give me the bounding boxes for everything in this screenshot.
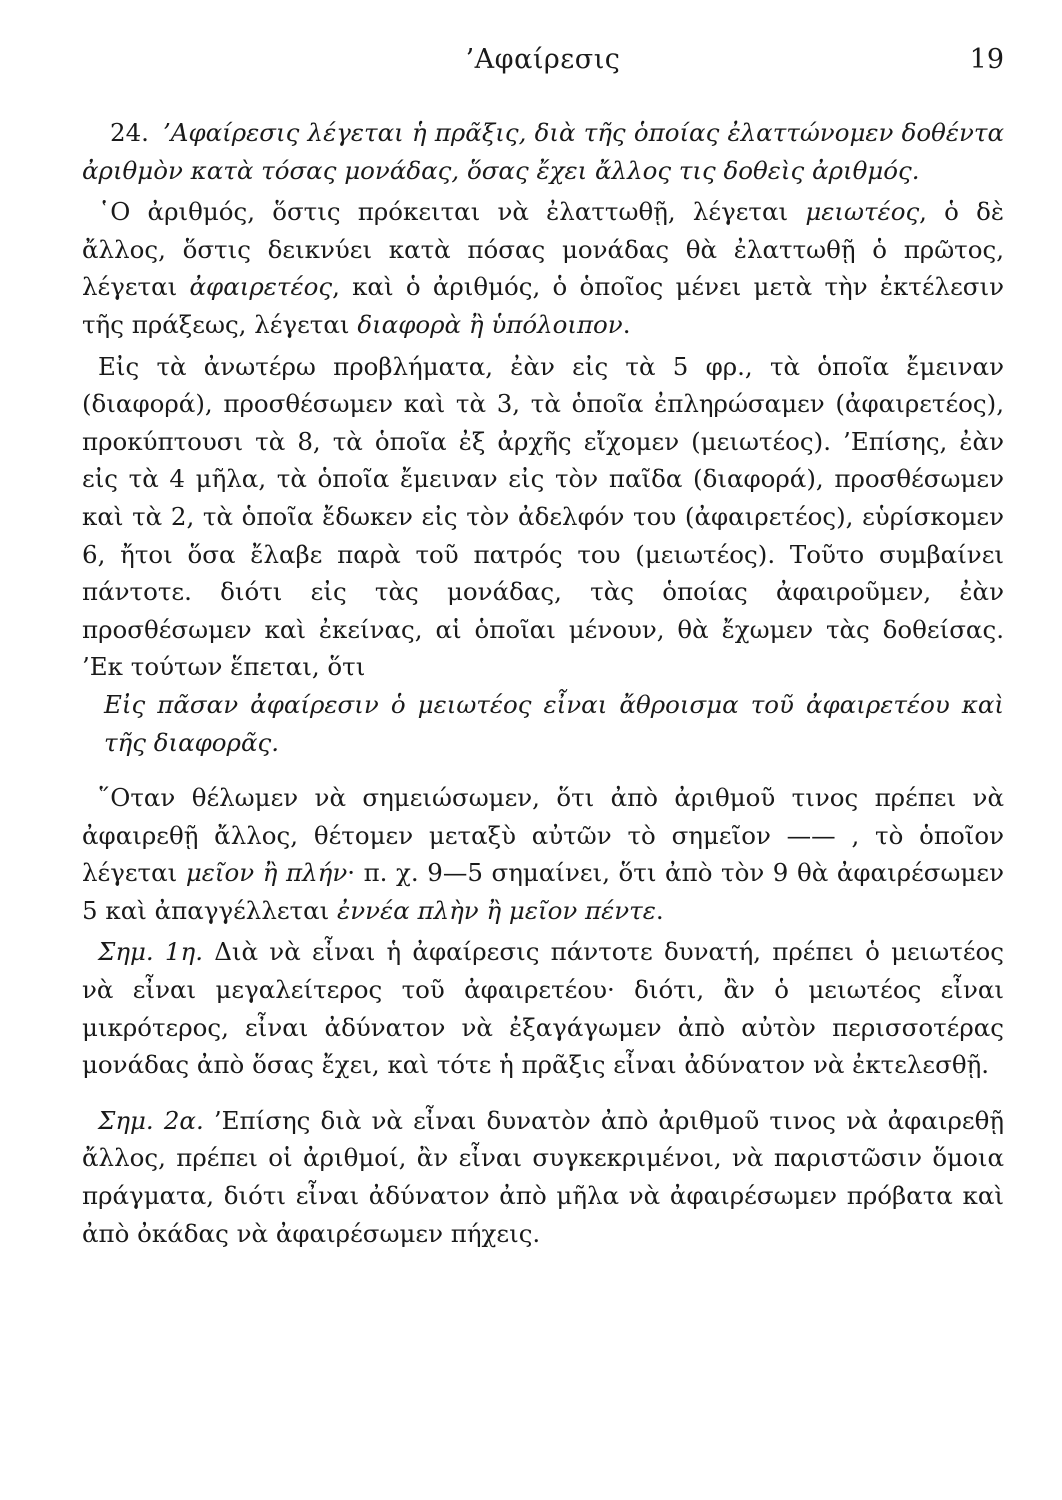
definition-term: ’Αφαίρεσις xyxy=(162,118,300,147)
section-number: 24. xyxy=(110,118,149,147)
rule-statement: Εἰς πᾶσαν ἀφαίρεσιν ὁ μειωτέος εἶναι ἄθροισμα τοῦ ἀφαιρετέου καὶ τῆς διαφορᾶς. xyxy=(104,689,1004,757)
example-paragraph: Εἰς τὰ ἀνωτέρω προβλήματα, ἐὰν εἰς τὰ 5 φρ., τὰ ὁποῖα ἔμειναν (διαφορά), προσθέσωμεν καὶ τὰ 3, τὰ ὁποῖα ἐπληρώσαμεν (ἀφαιρετέος), προκύπτουσι τὰ 8, τὰ ὁποῖα ἐξ ἀρχῆς εἴχομεν (μειωτέος). ’Επίσης, ἐὰν εἰς τὰ 4 μῆλα, τὰ ὁποῖα ἔμειναν εἰς τὸν παῖδα (διαφορά), προσθέσωμεν καὶ τὰ 2, τὰ ὁποῖα ἔδωκεν εἰς τὸν ἀδελφόν του (ἀφαιρετέος), εὑρίσκομεν 6, ἤτοι ὅσα ἔλαβε παρὰ τοῦ πατρός του (μειωτέος). Τοῦτο συμβαίνει πάντοτε. διότι εἰς τὰς μονάδας, τὰς ὁποίας ἀφαιροῦμεν, ἐὰν προσθέσωμεν καὶ ἐκείνας, αἱ ὁποῖαι μένουν, θὰ ἔχωμεν τὰς δοθείσας. ’Εκ τούτων ἕπεται, ὅτι xyxy=(82,351,1004,682)
notation-paragraph xyxy=(82,779,1004,929)
terms-text-c: , καὶ ὁ ἀριθμός, ὁ ὁποῖος μένει μετὰ τὴν ἐκτέλεσιν τῆς πράξεως, λέγεται xyxy=(82,272,1004,339)
note-2-text: ’Επίσης διὰ νὰ εἶναι δυνατὸν ἀπὸ ἀριθμοῦ τινος νὰ ἀφαιρεθῇ ἄλλος, πρέπει οἱ ἀριθμοί, ἂν εἶναι συγκεκριμένοι, νὰ παριστῶσιν ὅμοια πράγματα, διότι εἶναι ἀδύνατον ἀπὸ μῆλα νὰ ἀφαιρέσωμεν πρόβατα καὶ ἀπὸ ὀκάδας νὰ ἀφαιρέσωμεν πήχεις. xyxy=(82,1105,1004,1248)
notation-text-a: ῞Οταν θέλωμεν νὰ σημειώσωμεν, ὅτι ἀπὸ ἀριθμοῦ τινος πρέπει νὰ ἀφαιρεθῇ ἄλλος, θέτομεν μεταξὺ αὐτῶν τὸ σημεῖον —— , τὸ ὁποῖον λέγεται xyxy=(82,783,1004,888)
term-subtrahend: ἀφαιρετέος xyxy=(189,272,333,302)
terms-paragraph xyxy=(82,193,1004,343)
definition-paragraph xyxy=(82,114,1004,189)
page-number: 19 xyxy=(969,44,1004,75)
terms-text-b: , ὁ δὲ ἄλλος, ὅστις δεικνύει κατὰ πόσας μονάδας θὰ ἐλαττωθῇ ὁ πρῶτος, λέγεται xyxy=(82,197,1004,302)
term-minus: μεῖον ἢ πλήν xyxy=(185,858,348,888)
note-1 xyxy=(82,933,1004,1083)
notation-reading: ἐννέα πλὴν ἢ μεῖον πέντε xyxy=(337,895,656,925)
term-difference: διαφορὰ ἢ ὑπόλοιπον xyxy=(357,309,623,339)
notation-text-c: . xyxy=(655,895,664,925)
note-2-label: Σημ. 2α. xyxy=(98,1105,204,1135)
definition-text: λέγεται ἡ πρᾶξις, διὰ τῆς ὁποίας ἐλαττώνομεν δοθέντα ἀριθμὸν κατὰ τόσας μονάδας, ὅσας ἔχει ἄλλος τις δοθεὶς ἀριθμός. xyxy=(82,118,1004,185)
notation-text-b: · π. χ. 9—5 σημαίνει, ὅτι ἀπὸ τὸν 9 θὰ ἀφαιρέσωμεν 5 καὶ ἀπαγγέλλεται xyxy=(82,858,1004,925)
page-header xyxy=(82,0,1004,75)
note-1-label: Σημ. 1η. xyxy=(98,937,203,967)
running-title: ’Αφαίρεσις xyxy=(465,44,621,75)
terms-text-a: ῾Ο ἀριθμός, ὅστις πρόκειται νὰ ἐλαττωθῇ, λέγεται xyxy=(98,197,789,227)
note-2 xyxy=(82,1102,1004,1252)
terms-text-d: . xyxy=(622,309,631,339)
term-minuend: μειωτέος xyxy=(805,197,920,227)
note-1-text: Διὰ νὰ εἶναι ἡ ἀφαίρεσις πάντοτε δυνατή, πρέπει ὁ μειωτέος νὰ εἶναι μεγαλείτερος τοῦ ἀφαιρετέου· διότι, ἂν ὁ μειωτέος εἶναι μικρότερος, εἶναι ἀδύνατον νὰ ἐξαγάγωμεν ἀπὸ αὐτὸν περισσοτέρας μονάδας ἀπὸ ὅσας ἔχει, καὶ τότε ἡ πρᾶξις εἶναι ἀδύνατον νὰ ἐκτελεσθῇ. xyxy=(82,937,1005,1080)
page-body xyxy=(82,114,1004,1252)
